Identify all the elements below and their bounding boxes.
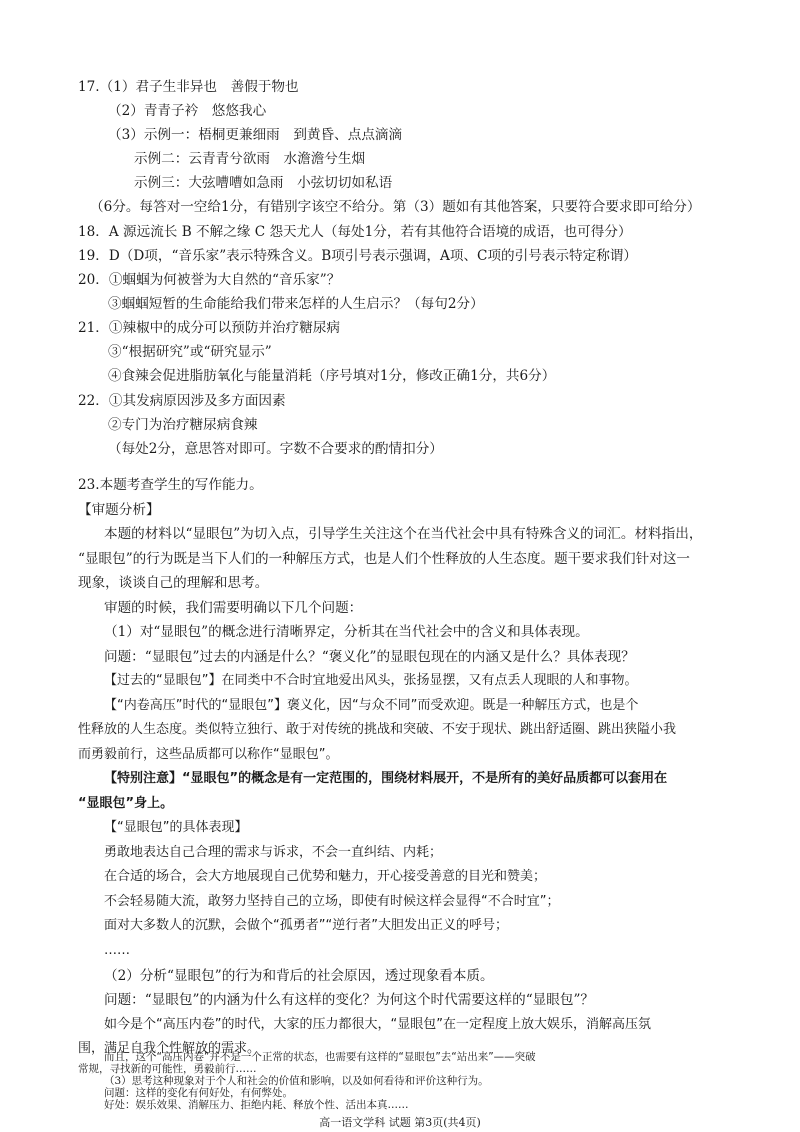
q17-item3-example2: 示例二：云青青兮欲雨 水澹澹兮生烟 [134, 151, 366, 167]
q23-handwritten-line: 勇敢地表达自己合理的需求与诉求，不会一直纠结、内耗； [104, 845, 443, 860]
q23-handwritten-line: 围，满足自我个性解放的需求。 [78, 1041, 261, 1056]
q23-question-1: 问题：“显眼包”过去的内涵是什么？“褒义化”的显眼包现在的内涵又是什么？具体表现？ [104, 649, 635, 665]
q17-item2: （2）青青子衿 悠悠我心 [108, 103, 267, 119]
q17-item3-example3: 示例三：大弦嘈嘈如急雨 小弦切切如私语 [134, 175, 393, 191]
q17-item3-example1: （3）示例一：梧桐更兼细雨 到黄昏、点点滴滴 [108, 127, 403, 143]
q21-answer-2: ③“根据研究”或“研究显示” [108, 344, 272, 360]
q23-question-2: 问题：“显眼包”的内涵为什么有这样的变化？为何这个时代需要这样的“显眼包”？ [104, 992, 594, 1008]
q23-paragraph-line: 而且，这个“高压内卷”并不是一个正常的状态，也需要有这样的“显眼包”去“站出来”——突破 [104, 1051, 536, 1063]
q23-paragraph-line: （3）思考这种现象对于个人和社会的价值和影响，以及如何看待和评价这种行为。 [104, 1075, 489, 1087]
q23-handwritten-line: 如今是个“高压内卷”的时代，大家的压力都很大，“显眼包”在一定程度上放大娱乐，消解高压氛 [104, 1017, 651, 1032]
q21-answer-1: 21．①辣椒中的成分可以预防并治疗糖尿病 [78, 320, 340, 336]
q23-paragraph-line: 常规，寻找新的可能性，勇毅前行…… [78, 1063, 257, 1075]
q23-intro: 23.本题考查学生的写作能力。 [78, 477, 263, 493]
q23-handwritten-line: …… [104, 943, 130, 958]
q23-handwritten-line: 性释放的人生态度。类似特立独行、敢于对传统的挑战和突破、不安于现状、跳出舒适圈、跳出狭隘小我 [78, 722, 677, 737]
q23-handwritten-line: 【特别注意】“显眼包”的概念是有一定范围的，围绕材料展开，不是所有的美好品质都可以套用在 [104, 771, 668, 786]
q23-paragraph-line: 问题：这样的变化有何好处，有何弊处。 [104, 1087, 293, 1099]
q23-handwritten-line: 不会轻易随大流，敢努力坚持自己的立场，即使有时候这样会显得“不合时宜”； [104, 894, 560, 909]
q23-handwritten-line: 面对大多数人的沉默，会做个“孤勇者”“逆行者”大胆发出正义的呼号； [104, 918, 508, 933]
q23-handwritten-line: 【“显眼包”的具体表现】 [104, 820, 248, 835]
q23-paragraph-line: 本题的材料以“显眼包”为切入点，引导学生关注这个在当代社会中具有特殊含义的词汇。材料指出， [104, 526, 703, 542]
q23-handwritten-line: “显眼包”身上。 [78, 796, 174, 811]
page-footer: 高一语文学科 试题 第3页(共4页) [319, 1116, 481, 1129]
q23-handwritten-line: 在合适的场合，会大方地展现自己优势和魅力，开心接受善意的目光和赞美； [104, 869, 547, 884]
q23-paragraph-line: 审题的时候，我们需要明确以下几个问题： [104, 600, 363, 616]
q17-item1: 17.（1）君子生非异也 善假于物也 [78, 79, 299, 95]
q23-handwritten-line: 【过去的“显眼包”】在同类中不合时宜地爱出风头，张扬显摆，又有点丢人现眼的人和事物。 [104, 673, 638, 688]
q20-answer-1: 20．①蝈蝈为何被誉为大自然的“音乐家”？ [78, 272, 341, 288]
q22-answer-2: ②专门为治疗糖尿病食辣 [108, 417, 258, 433]
q22-scoring-note: （每处2分，意思答对即可。字数不合要求的酌情扣分） [108, 441, 443, 457]
q23-point-2: （2）分析“显眼包”的行为和背后的社会原因，透过现象看本质。 [104, 968, 494, 984]
q23-paragraph-line: 现象，谈谈自己的理解和思考。 [78, 575, 269, 591]
q20-answer-2: ③蝈蝈短暂的生命能给我们带来怎样的人生启示？（每句2分） [108, 296, 484, 312]
q23-paragraph-line: “显眼包”的行为既是当下人们的一种解压方式，也是人们个性释放的人生态度。题干要求我们针对这一 [78, 551, 691, 567]
q22-answer-1: 22．①其发病原因涉及多方面因素 [78, 393, 286, 409]
q23-handwritten-line: 【“内卷高压”时代的“显眼包”】褒义化，因“与众不同”而受欢迎。既是一种解压方式，也是个 [104, 698, 639, 713]
q23-paragraph-line: 好处：娱乐效果、消解压力、拒绝内耗、释放个性、活出本真…… [104, 1099, 409, 1111]
q17-scoring-note: （6分。每答对一空给1分，有错别字该空不给分。第（3）题如有其他答案，只要符合要求即可给分） [90, 199, 701, 215]
q23-handwritten-line: 而勇毅前行，这些品质都可以称作“显眼包”。 [78, 747, 339, 762]
q19-answer: 19．D（D项，“音乐家”表示特殊含义。B项引号表示强调，A项、C项的引号表示特定称谓） [78, 248, 637, 264]
q18-answer: 18．A 源远流长 B 不解之缘 C 怨天尤人（每处1分，若有其他符合语境的成语，也可得分） [78, 224, 632, 240]
q23-section-heading: 【审题分析】 [78, 502, 160, 518]
q23-point-1: （1）对“显眼包”的概念进行清晰界定，分析其在当代社会中的含义和具体表现。 [104, 624, 589, 640]
q21-answer-3: ④食辣会促进脂肪氧化与能量消耗（序号填对1分，修改正确1分，共6分） [108, 368, 556, 384]
